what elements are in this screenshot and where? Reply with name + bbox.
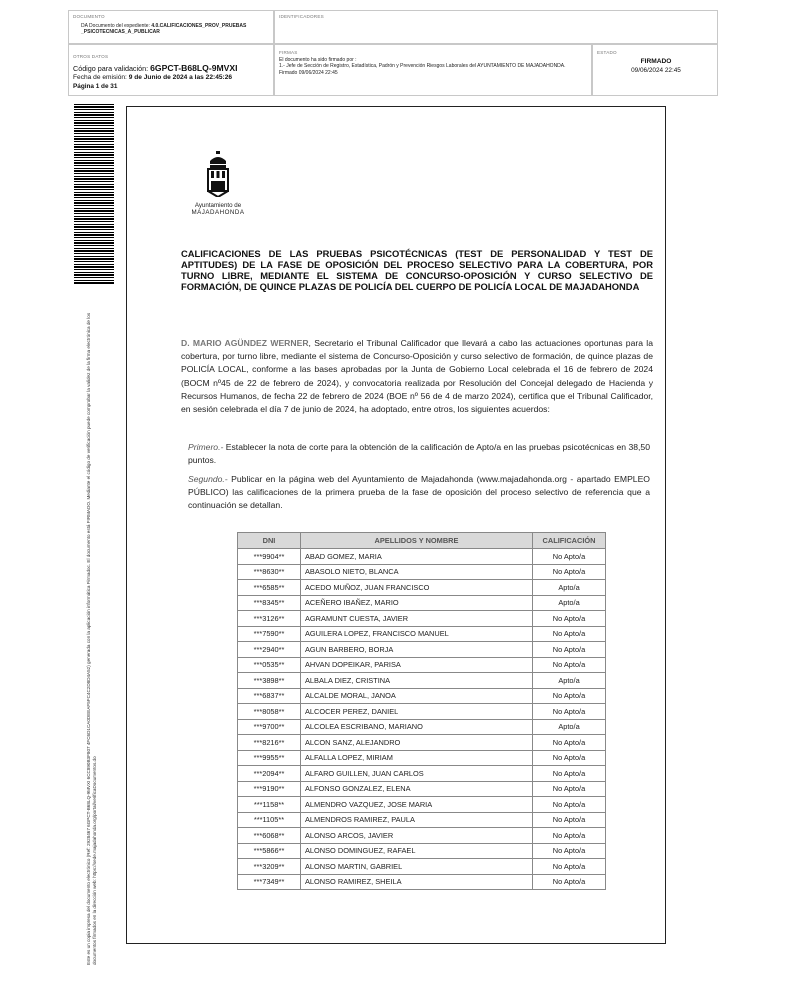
- document-page: [126, 106, 666, 944]
- cell-calificacion: Apto/a: [533, 673, 606, 689]
- otros-label: OTROS DATOS: [73, 54, 109, 59]
- table-row: [238, 564, 606, 580]
- cell-calificacion: No Apto/a: [533, 611, 606, 627]
- agreement-segundo: Segundo.- Publicar en la página web del Ayuntamiento de Majadahonda (www.majadahonda.org - apartado EMPLEO PÚBLICO) las calificaciones de la primera prueba de la fase de oposición del proceso selectivo de referencia que a continuación se detallan.: [188, 474, 650, 510]
- table-row: [238, 874, 606, 890]
- table-row: [238, 611, 606, 627]
- table-row: [238, 828, 606, 844]
- cell-name: ACEÑERO IBAÑEZ, MARIO: [301, 595, 533, 611]
- cell-name: ALONSO ARCOS, JAVIER: [301, 828, 533, 844]
- estado-date: 09/06/2024 22:45: [631, 67, 681, 74]
- cell-dni: ***3209**: [238, 859, 301, 875]
- cell-name: ALMENDRO VAZQUEZ, JOSE MARIA: [301, 797, 533, 813]
- table-header-row: [238, 533, 606, 549]
- cell-dni: ***5866**: [238, 843, 301, 859]
- logo-line-1: Ayuntamiento de: [194, 202, 242, 209]
- identificadores-label: IDENTIFICADORES: [279, 14, 324, 19]
- col-apellidos: APELLIDOS Y NOMBRE: [301, 533, 533, 549]
- cell-calificacion: No Apto/a: [533, 797, 606, 813]
- cell-calificacion: No Apto/a: [533, 781, 606, 797]
- cell-calificacion: No Apto/a: [533, 750, 606, 766]
- cell-calificacion: No Apto/a: [533, 549, 606, 565]
- cell-dni: ***7349**: [238, 874, 301, 890]
- cell-calificacion: No Apto/a: [533, 766, 606, 782]
- header-estado-box: [592, 44, 718, 96]
- crown-tower-crest-icon: [203, 151, 233, 197]
- cell-calificacion: No Apto/a: [533, 704, 606, 720]
- cell-calificacion: Apto/a: [533, 595, 606, 611]
- cell-name: ALCOCER PEREZ, DANIEL: [301, 704, 533, 720]
- cell-dni: ***9700**: [238, 719, 301, 735]
- cell-dni: ***8345**: [238, 595, 301, 611]
- cell-dni: ***1105**: [238, 812, 301, 828]
- firmas-text: El documento ha sido firmado por : 1.- Jefe de Sección de Registro, Estadística, Padrón y Prevención Riesgos Laborales del AYUNTAMIENTO DE MAJADAHONDA. Firmado 09/06/2024 22:45: [279, 57, 566, 76]
- pagina-number: Página 1 de 31: [73, 83, 118, 90]
- table-row: [238, 595, 606, 611]
- verification-side-text: Este es un copia impresa del documento electrónico (Ref: 2928467 6GPCT-B68LQ-9MVXI 6CC890B3F807 4FC6D1CA0DEEAF5FC4C2D8D4A52) generada con la aplicación informática Firmadoc. El documento está FIRMADO. Mediante el código de verificación puede comprobar la validez de la firma electrónica de los documentos firmados en la dirección web: https://sede.majadahonda.org/portal/verificaDocumentos.do: [86, 312, 97, 965]
- barcode-image: [74, 104, 114, 284]
- cell-name: ALCALDE MORAL, JANOA: [301, 688, 533, 704]
- cell-name: ALCON SANZ, ALEJANDRO: [301, 735, 533, 751]
- table-row: [238, 843, 606, 859]
- page-title: CALIFICACIONES DE LAS PRUEBAS PSICOTÉCNICAS (TEST DE PERSONALIDAD Y TEST DE APTITUDES) DE LA FASE DE OPOSICIÓN DEL PROCESO SELECTIVO PARA LA COBERTURA, POR TURNO LIBRE, MEDIANTE EL SISTEMA DE CONCURSO-OPOSICIÓN Y CURSO SELECTIVO DE FORMACIÓN, DE QUINCE PLAZAS DE POLICÍA DEL CUERPO DE POLICÍA LOCAL DE MAJADAHONDA: [181, 248, 653, 292]
- table-row: [238, 580, 606, 596]
- cell-name: ALONSO DOMINGUEZ, RAFAEL: [301, 843, 533, 859]
- cell-name: ALONSO MARTIN, GABRIEL: [301, 859, 533, 875]
- table-row: [238, 719, 606, 735]
- cell-dni: ***0535**: [238, 657, 301, 673]
- table-row: [238, 812, 606, 828]
- cell-calificacion: No Apto/a: [533, 828, 606, 844]
- cell-dni: ***1158**: [238, 797, 301, 813]
- cell-name: ALONSO RAMIREZ, SHEILA: [301, 874, 533, 890]
- cell-name: ALCOLEA ESCRIBANO, MARIANO: [301, 719, 533, 735]
- table-row: [238, 549, 606, 565]
- cell-name: ACEDO MUÑOZ, JUAN FRANCISCO: [301, 580, 533, 596]
- fecha-emision: Fecha de emisión: 9 de Junio de 2024 a las 22:45:26: [73, 74, 233, 81]
- cell-name: AHVAN DOPEIKAR, PARISA: [301, 657, 533, 673]
- cell-dni: ***6837**: [238, 688, 301, 704]
- cell-dni: ***8630**: [238, 564, 301, 580]
- documento-value: DA Documento del expediente: 4.0.CALIFICACIONES_PROV_PRUEBAS _PSICOTECNICAS_A_PUBLICAR: [81, 23, 247, 36]
- estado-label: ESTADO: [597, 50, 617, 55]
- cell-dni: ***3898**: [238, 673, 301, 689]
- cell-dni: ***8216**: [238, 735, 301, 751]
- logo-line-2: MAJADAHONDA: [191, 209, 245, 217]
- cell-name: AGUILERA LOPEZ, FRANCISCO MANUEL: [301, 626, 533, 642]
- cell-calificacion: No Apto/a: [533, 812, 606, 828]
- cell-calificacion: No Apto/a: [533, 859, 606, 875]
- cell-calificacion: No Apto/a: [533, 657, 606, 673]
- secretary-name: D. MARIO AGÜNDEZ WERNER: [181, 338, 309, 348]
- results-table: [237, 532, 606, 890]
- cell-name: ALFONSO GONZALEZ, ELENA: [301, 781, 533, 797]
- table-row: [238, 657, 606, 673]
- cell-calificacion: Apto/a: [533, 719, 606, 735]
- cell-dni: ***9955**: [238, 750, 301, 766]
- cell-name: ALMENDROS RAMIREZ, PAULA: [301, 812, 533, 828]
- table-row: [238, 750, 606, 766]
- cell-calificacion: Apto/a: [533, 580, 606, 596]
- table-row: [238, 626, 606, 642]
- cell-name: ABASOLO NIETO, BLANCA: [301, 564, 533, 580]
- cell-calificacion: No Apto/a: [533, 688, 606, 704]
- cell-dni: ***7590**: [238, 626, 301, 642]
- cell-dni: ***6585**: [238, 580, 301, 596]
- cell-dni: ***9904**: [238, 549, 301, 565]
- cell-name: ALBALA DIEZ, CRISTINA: [301, 673, 533, 689]
- table-row: [238, 781, 606, 797]
- intro-paragraph: D. MARIO AGÜNDEZ WERNER, Secretario el Tribunal Calificador que llevará a cabo las actuaciones oportunas para la cobertura, por turno libre, mediante el sistema de Concurso-Oposición y curso selectivo de formación, de quince plazas de POLICÍA LOCAL, conforme a las bases aprobadas por la Junta de Gobierno Local celebrada el 16 de febrero de 2024 (BOCM nº45 de 22 de febrero de 2024), y convocatoria realizada por Resolución del Concejal delegado de Hacienda y Recursos Humanos, de fecha 22 de febrero de 2024 (BOE nº 56 de 4 de marzo 2024), certifica que el Tribunal Calificador, en sesión celebrada el día 7 de junio de 2024, ha adoptado, entre otros, los siguientes acuerdos:: [181, 338, 653, 415]
- cell-dni: ***2094**: [238, 766, 301, 782]
- cell-dni: ***9190**: [238, 781, 301, 797]
- cell-name: ALFALLA LOPEZ, MIRIAM: [301, 750, 533, 766]
- table-row: [238, 735, 606, 751]
- cell-dni: ***2940**: [238, 642, 301, 658]
- table-row: [238, 797, 606, 813]
- table-row: [238, 704, 606, 720]
- cell-dni: ***6068**: [238, 828, 301, 844]
- table-row: [238, 673, 606, 689]
- header-firmas-box: [274, 44, 592, 96]
- cell-calificacion: No Apto/a: [533, 874, 606, 890]
- documento-label: DOCUMENTO: [73, 14, 105, 19]
- cell-dni: ***3126**: [238, 611, 301, 627]
- cell-calificacion: No Apto/a: [533, 843, 606, 859]
- table-row: [238, 766, 606, 782]
- cell-name: AGRAMUNT CUESTA, JAVIER: [301, 611, 533, 627]
- col-dni: DNI: [238, 533, 301, 549]
- cell-calificacion: No Apto/a: [533, 626, 606, 642]
- col-calificacion: CALIFICACIÓN: [533, 533, 606, 549]
- codigo-validacion: Código para validación: 6GPCT-B68LQ-9MVXI: [73, 63, 238, 73]
- header-otros-box: [68, 44, 274, 96]
- cell-calificacion: No Apto/a: [533, 735, 606, 751]
- agreement-primero: Primero.- Establecer la nota de corte para la obtención de la calificación de Apto/a en las pruebas psicotécnicas en 38,50 puntos.: [188, 442, 650, 465]
- cell-calificacion: No Apto/a: [533, 564, 606, 580]
- firmas-label: FIRMAS: [279, 50, 298, 55]
- cell-name: ALFARO GUILLEN, JUAN CARLOS: [301, 766, 533, 782]
- municipality-logo: [183, 151, 253, 217]
- cell-name: AGUN BARBERO, BORJA: [301, 642, 533, 658]
- header-identificadores-box: [274, 10, 718, 44]
- table-row: [238, 688, 606, 704]
- cell-calificacion: No Apto/a: [533, 642, 606, 658]
- table-row: [238, 642, 606, 658]
- table-row: [238, 859, 606, 875]
- header-documento-box: [68, 10, 274, 44]
- estado-value: FIRMADO: [640, 58, 672, 65]
- cell-dni: ***8058**: [238, 704, 301, 720]
- cell-name: ABAD GOMEZ, MARIA: [301, 549, 533, 565]
